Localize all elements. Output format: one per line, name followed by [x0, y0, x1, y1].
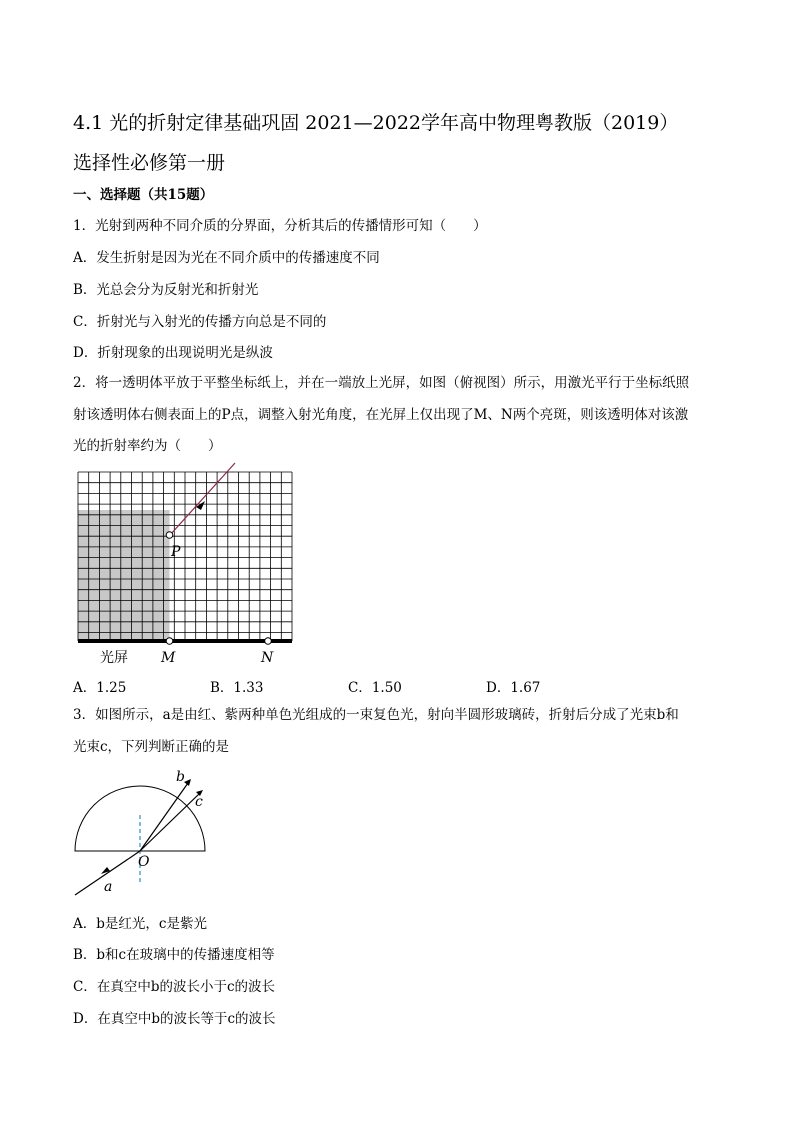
q2-option-a: A．1.25 — [73, 680, 127, 696]
q1-option-d: D．折射现象的出现说明光是纵波 — [73, 345, 273, 361]
q2-stem-line-3: 光的折射率约为（ ） — [73, 438, 222, 454]
q2-option-b: B．1.33 — [210, 680, 264, 696]
title-line-1: 4.1 光的折射定律基础巩固 2021—2022学年高中物理粤教版（2019） — [73, 112, 679, 134]
document-title — [73, 103, 733, 183]
ray-b-arrow — [184, 779, 191, 786]
q3-option-c: C．在真空中b的波长小于c的波长 — [73, 979, 276, 995]
ray-c — [140, 793, 200, 851]
q2-figure — [70, 460, 300, 670]
title-line-2: 选择性必修第一册 — [73, 152, 226, 174]
label-p: P — [171, 544, 181, 560]
q2-option-d: D．1.67 — [486, 680, 541, 696]
q3-stem — [73, 700, 723, 763]
q3-figure — [70, 765, 215, 900]
label-o: O — [138, 854, 150, 870]
ray-b — [140, 783, 188, 851]
point-p-marker — [166, 532, 173, 539]
q3-option-a: A．b是红光，c是紫光 — [73, 916, 207, 932]
label-screen: 光屏 — [100, 650, 128, 666]
q1-option-c: C．折射光与入射光的传播方向总是不同的 — [73, 314, 327, 330]
q2-option-c: C．1.50 — [348, 680, 402, 696]
q2-stem-line-2: 射该透明体右侧表面上的P点，调整入射光角度，在光屏上仅出现了M、N两个亮斑，则该透明体对该激 — [73, 406, 689, 423]
q1-option-b: B．光总会分为反射光和折射光 — [73, 282, 259, 298]
label-c: c — [195, 794, 203, 810]
q2-stem — [73, 368, 723, 463]
label-b: b — [176, 769, 185, 785]
section-heading: 一、选择题（共15题） — [73, 187, 214, 203]
point-m-marker — [166, 638, 173, 645]
coordinate-grid — [78, 472, 292, 641]
q1-stem: 1．光射到两种不同介质的分界面，分析其后的传播情形可知（ ） — [73, 218, 487, 234]
label-m: M — [161, 650, 176, 666]
point-n-marker — [265, 638, 272, 645]
q1-option-a: A．发生折射是因为光在不同介质中的传播速度不同 — [73, 250, 380, 266]
label-n: N — [261, 650, 274, 666]
q2-stem-line-1: 2．将一透明体平放于平整坐标纸上，并在一端放上光屏，如图（俯视图）所示，用激光平行于坐标纸照 — [73, 375, 690, 391]
q3-option-b: B．b和c在玻璃中的传播速度相等 — [73, 947, 275, 963]
q3-stem-line-1: 3．如图所示，a是由红、紫两种单色光组成的一束复色光，射向半圆形玻璃砖，折射后分成了光束b和 — [73, 707, 679, 723]
incident-laser-ray — [170, 463, 235, 535]
q3-option-d: D．在真空中b的波长等于c的波长 — [73, 1011, 276, 1027]
ray-a-arrow — [101, 867, 110, 874]
q3-stem-line-2: 光束c，下列判断正确的是 — [73, 738, 230, 755]
label-a: a — [104, 879, 113, 895]
transparent-body — [78, 510, 170, 640]
